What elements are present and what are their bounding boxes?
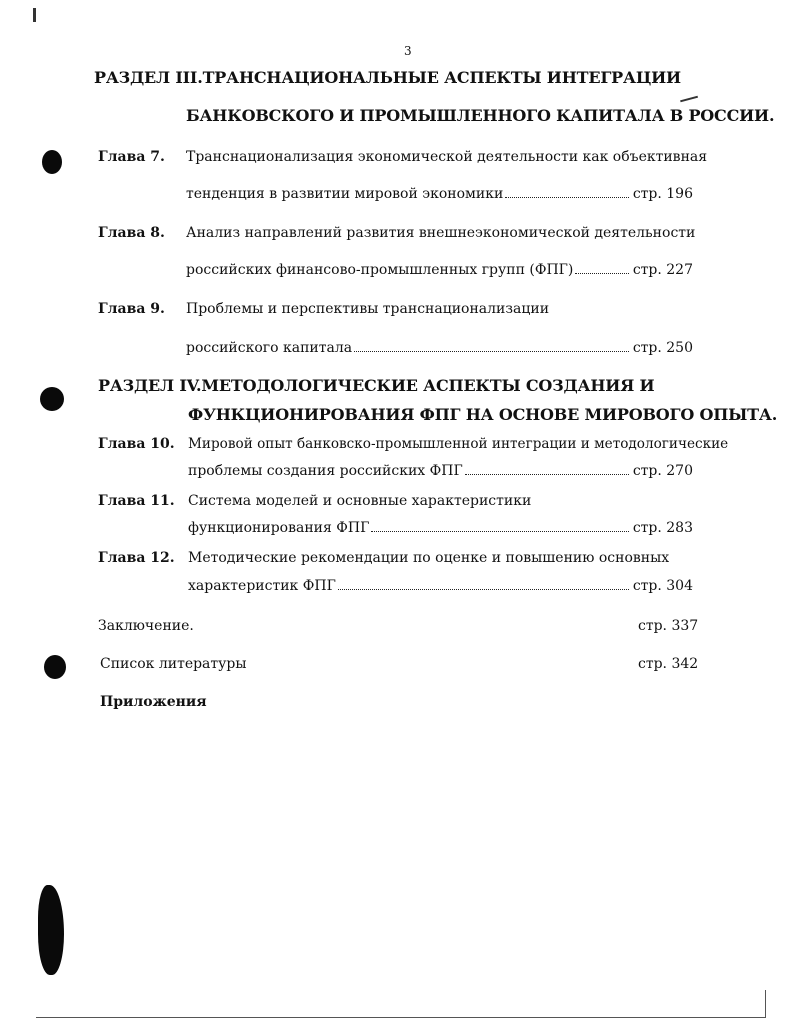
chapter-7-title-line1: Транснационализация экономической деятельности как объективная — [186, 149, 708, 165]
chapter-7-page: стр. 196 — [632, 186, 693, 202]
binding-shadow — [38, 885, 64, 975]
chapter-8-label: Глава 8. — [98, 225, 165, 241]
pen-stroke — [680, 96, 698, 102]
chapter-11-label: Глава 11. — [98, 493, 175, 509]
section-4-title-line1: МЕТОДОЛОГИЧЕСКИЕ АСПЕКТЫ СОЗДАНИЯ И — [201, 376, 655, 395]
section-3-heading — [94, 68, 681, 87]
section-3-label: РАЗДЕЛ III. — [94, 68, 203, 87]
chapter-11-page: стр. 283 — [632, 520, 693, 536]
chapter-7-label: Глава 7. — [98, 149, 165, 165]
chapter-8-title-line2: российских финансово-промышленных групп (ФПГ) — [186, 262, 574, 278]
scan-bottom-edge — [36, 1017, 766, 1018]
chapter-9-title-line1: Проблемы и перспективы транснационализации — [186, 301, 550, 317]
chapter-8-title-line1: Анализ направлений развития внешнеэкономической деятельности — [186, 225, 696, 241]
scan-mark — [33, 8, 36, 22]
chapter-12-page: стр. 304 — [632, 578, 693, 594]
chapter-8-page: стр. 227 — [632, 262, 693, 278]
chapter-11-entry — [188, 520, 693, 536]
chapter-9-title-line2: российского капитала — [186, 340, 353, 356]
chapter-12-entry — [188, 578, 693, 594]
section-4-title-line2: ФУНКЦИОНИРОВАНИЯ ФПГ НА ОСНОВЕ МИРОВОГО ОПЫТА. — [188, 405, 778, 424]
chapter-12-title-line1: Методические рекомендации по оценке и повышению основных — [188, 550, 670, 566]
hole-punch-mark — [42, 150, 62, 174]
chapter-8-entry — [186, 262, 693, 278]
references-label: Список литературы — [100, 656, 247, 672]
chapter-10-title-line1: Мировой опыт банковско-промышленной интеграции и методологические — [188, 436, 729, 452]
chapter-9-page: стр. 250 — [632, 340, 693, 356]
chapter-9-label: Глава 9. — [98, 301, 165, 317]
section-4-heading — [98, 376, 654, 395]
chapter-12-label: Глава 12. — [98, 550, 175, 566]
leader-dots — [371, 531, 628, 532]
chapter-10-entry — [188, 463, 693, 479]
leader-dots — [354, 351, 629, 352]
chapter-11-title-line2: функционирования ФПГ — [188, 520, 370, 536]
conclusion-label: Заключение. — [98, 618, 194, 634]
page-number: 3 — [404, 44, 412, 58]
scan-right-edge — [765, 990, 766, 1018]
leader-dots — [338, 589, 629, 590]
leader-dots — [505, 197, 628, 198]
chapter-7-title-line2: тенденция в развитии мировой экономики — [186, 186, 504, 202]
conclusion-page: стр. 337 — [638, 618, 699, 634]
references-page: стр. 342 — [638, 656, 699, 672]
leader-dots — [465, 474, 629, 475]
chapter-12-title-line2: характеристик ФПГ — [188, 578, 336, 594]
chapter-10-label: Глава 10. — [98, 436, 175, 452]
section-3-title-line1: ТРАНСНАЦИОНАЛЬНЫЕ АСПЕКТЫ ИНТЕГРАЦИИ — [202, 68, 681, 87]
section-4-label: РАЗДЕЛ IV. — [98, 376, 202, 395]
chapter-7-entry — [186, 186, 693, 202]
chapter-10-page: стр. 270 — [632, 463, 693, 479]
chapter-11-title-line1: Система моделей и основные характеристики — [188, 493, 532, 509]
appendices-label: Приложения — [100, 694, 207, 710]
section-3-title-line2: БАНКОВСКОГО И ПРОМЫШЛЕННОГО КАПИТАЛА В РОССИИ. — [186, 106, 775, 125]
leader-dots — [575, 273, 628, 274]
hole-punch-mark — [44, 655, 66, 679]
chapter-9-entry — [186, 340, 693, 356]
chapter-10-title-line2: проблемы создания российских ФПГ — [188, 463, 463, 479]
hole-punch-mark — [40, 387, 64, 411]
